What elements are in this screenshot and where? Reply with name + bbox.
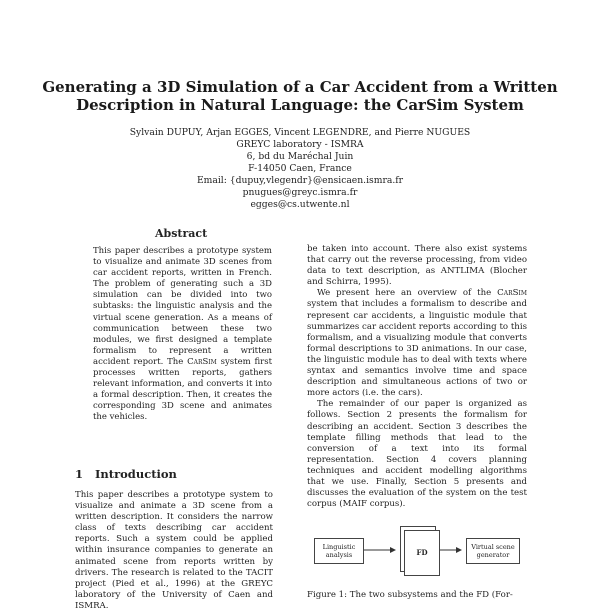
introduction-body (75, 490, 273, 612)
virtual-scene-generator-label: Virtual scene generator (471, 543, 515, 559)
section-title: Introduction (95, 467, 177, 481)
right-para-2b: system that includes a formalism to describe and represent car accidents, a linguistic module that summarizes car accident reports according to this formalism, and a visualizing module that converts formal descriptions to 3D animations. In our case, the linguistic module has to deal with texts where syntax and semantics involve time and space description and simultaneous actions of two or more actors (i.e. the cars). (307, 299, 527, 399)
email-line-1: Email: {dupuy,vlegendr}@ensicaen.ismra.fr (196, 175, 404, 186)
affiliation-city: F-14050 Caen, France (248, 163, 352, 174)
linguistic-analysis-label: Linguistic analysis (322, 543, 356, 559)
fd-label: FD (416, 548, 428, 557)
paper-title (40, 78, 560, 114)
abstract-carsim-name: CarSim (187, 356, 217, 367)
right-paragraph-2 (307, 288, 527, 399)
abstract-paragraph (93, 246, 272, 424)
abstract-heading: Abstract (155, 227, 208, 240)
right-paragraph-1: be taken into account. There also exist systems that carry out the reverse processing, from video data to text description, as ANTLIMA (Blocher and Schirra, 1995). (307, 244, 527, 288)
author-block (60, 127, 540, 211)
section-number: 1 (75, 467, 84, 481)
figure-1-caption: Figure 1: The two subsystems and the FD (For- (307, 590, 513, 600)
affiliation-lab: GREYC laboratory - ISMRA (236, 139, 364, 150)
abstract-text-1: This paper describes a prototype system to visualize and animate 3D scenes from car accident reports, written in French. The problem of generating such a 3D simulation can be divided into two subtasks: the linguistic analysis and the virtual scene generation. As a means of communication between these two modules, we first designed a template formalism to represent a written accident report. The (93, 246, 272, 367)
abstract-body (93, 246, 272, 424)
title-line-2: Description in Natural Language: the CarSim System (76, 96, 524, 114)
figure-1-diagram (308, 512, 528, 582)
email-line-2: pnugues@greyc.ismra.fr (242, 187, 358, 198)
intro-paragraph: This paper describes a prototype system to visualize and animate a 3D scene from a written description. It considers the narrow class of texts describing car accident reports. Such a system could be applied within insurance companies to generate an animated scene from reports written by drivers. The research is related to the TACIT project (Pied et al., 1996) at the GREYC laboratory of the University of Caen and ISMRA. (75, 490, 273, 611)
virtual-scene-generator-box (466, 538, 520, 564)
abstract-text-2: system first processes written reports, gathers relevant information, and converts it into a formal description. Then, it creates the corresponding 3D scene and animates the vehicles. (93, 356, 272, 423)
affiliation-street: 6, bd du Maréchal Juin (246, 151, 354, 162)
right-carsim-name: CarSim (497, 288, 527, 299)
right-para-2a: We present here an overview of the (317, 288, 498, 299)
right-paragraph-3: The remainder of our paper is organized as follows. Section 2 presents the formalism for describing an accident. Section 3 describes the template filling methods that lead to the conversion of a text into its formal representation. Section 4 covers planning techniques and accident modelling algorithms that we use. Finally, Section 5 presents and discusses the evaluation of the system on the test corpus (MAIF corpus). (307, 399, 527, 510)
linguistic-analysis-box (314, 538, 364, 564)
author-names: Sylvain DUPUY, Arjan EGGES, Vincent LEGENDRE, and Pierre NUGUES (129, 127, 471, 138)
email-line-3: egges@cs.utwente.nl (250, 199, 350, 210)
title-line-1: Generating a 3D Simulation of a Car Accident from a Written (42, 78, 558, 96)
right-column (307, 244, 527, 510)
section-heading-introduction (75, 467, 177, 481)
fd-stack-box (404, 530, 440, 576)
